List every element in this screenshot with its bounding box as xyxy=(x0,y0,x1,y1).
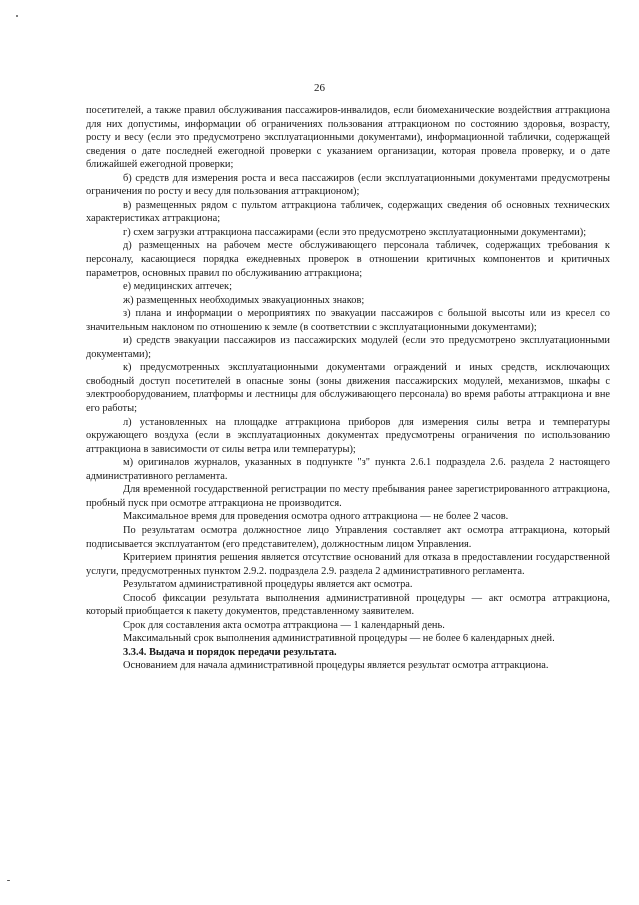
paragraph-10: л) установленных на площадке аттракциона приборов для измерения силы ветра и температуры окружающего воздуха (если в эксплуатационных документах предусмотрены ограничения по использованию аттракциона в зависимости от силы ветра или температуры); xyxy=(86,416,610,455)
paragraph-9: к) предусмотренных эксплуатационными документами ограждений и иных средств, исключающих свободный доступ посетителей в опасные зоны (зоны движения пассажирских модулей, механизмов, шкафы с электрооборудованием, платформы и лестницы для обслуживающего персонала) во время работы аттракциона и вне его работы; xyxy=(86,362,610,415)
paragraph-21: Основанием для начала административной процедуры является результат осмотра аттракциона. xyxy=(123,660,549,672)
paragraph-4: д) размещенных на рабочем месте обслуживающего персонала табличек, содержащих требования к персоналу, касающиеся порядка ежедневных проверок в отношении критичных компонентов и критичных параметров, основных правил по обслуживанию аттракциона; xyxy=(86,240,610,279)
paragraph-16: Результатом административной процедуры является акт осмотра. xyxy=(123,579,413,591)
paragraph-18: Срок для составления акта осмотра аттракциона — 1 календарный день. xyxy=(123,619,445,631)
scan-speck-bottom xyxy=(7,880,10,881)
paragraph-6: ж) размещенных необходимых эвакуационных знаков; xyxy=(123,294,365,306)
paragraph-15: Критерием принятия решения является отсутствие оснований для отказа в предоставлении государственной услуги, предусмотренных пунктом 2.9.2. подраздела 2.9. раздела 2 административного регламента. xyxy=(86,552,610,577)
paragraph-8: и) средств эвакуации пассажиров из пассажирских модулей (если это предусмотрено эксплуатационными документами); xyxy=(86,335,610,360)
paragraph-3: г) схем загрузки аттракциона пассажирами (если это предусмотрено эксплуатационными документами); xyxy=(123,226,587,238)
paragraph-17: Способ фиксации результата выполнения административной процедуры — акт осмотра аттракциона, который приобщается к пакету документов, представленному заявителем. xyxy=(86,592,610,618)
paragraph-5: е) медицинских аптечек; xyxy=(123,281,232,293)
section-heading: 3.3.4. Выдача и порядок передачи результата. xyxy=(123,646,337,658)
paragraph-12: Для временной государственной регистрации по месту пребывания ранее зарегистрированного аттракциона, пробный пуск при осмотре аттракциона не производится. xyxy=(86,484,610,509)
paragraph-19: Максимальный срок выполнения административной процедуры — не более 6 календарных дней. xyxy=(123,633,555,645)
scan-speck-top xyxy=(16,15,18,17)
paragraph-1: б) средств для измерения роста и веса пассажиров (если эксплуатационными документами предусмотрены ограничения по росту и весу для пользования аттракционом); xyxy=(86,172,610,198)
document-body xyxy=(86,104,610,673)
paragraph-7: з) плана и информации о мероприятиях по эвакуации пассажиров с большой высоты или из кресел со значительным наклоном по отношению к земле (в соответствии с эксплуатационными документами); xyxy=(86,308,610,333)
paragraph-11: м) оригиналов журналов, указанных в подпункте "з" пункта 2.6.1 подраздела 2.6. раздела 2 настоящего административного регламента. xyxy=(86,457,610,482)
paragraph-13: Максимальное время для проведения осмотра одного аттракциона — не более 2 часов. xyxy=(123,511,509,523)
paragraph-14: По результатам осмотра должностное лицо Управления составляет акт осмотра аттракциона, который подписывается эксплуатантом (его представителем), должностным лицом Управления. xyxy=(86,524,610,550)
page-number: 26 xyxy=(314,82,325,94)
paragraph-2: в) размещенных рядом с пультом аттракциона табличек, содержащих сведения об основных технических характеристиках аттракциона; xyxy=(86,199,610,225)
paragraph-0: посетителей, а также правил обслуживания пассажиров-инвалидов, если биомеханические воздействия аттракциона для них допустимы, информации об ограничениях пользования аттракционом по состоянию здоровья, возрасту, росту и весу (если это предусмотрено эксплуатационными документами), информационной таблички, содержащей сведения о дате последней ежегодной проверки с указанием организации, которая провела проверку, и о дате ближайшей ежегодной проверки; xyxy=(86,105,610,171)
